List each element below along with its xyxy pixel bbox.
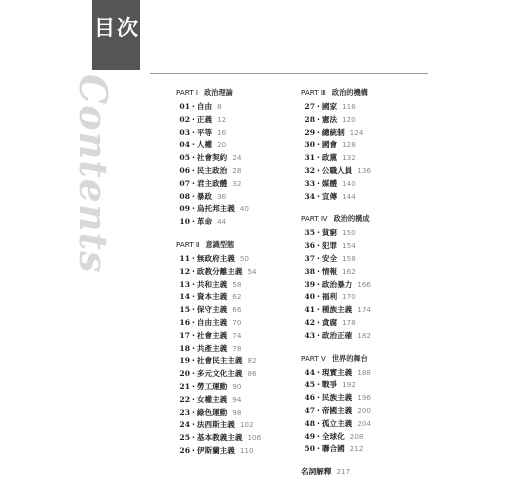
entry-page: 40: [239, 204, 250, 214]
entry-number: 44: [304, 367, 315, 377]
entry-number: 38: [304, 266, 315, 276]
toc-entry[interactable]: [301, 152, 451, 165]
entry-title: 資本主義: [196, 292, 228, 302]
entry-title: 共和主義: [196, 279, 228, 289]
entry-separator: ·: [192, 178, 195, 188]
entry-number: 37: [304, 253, 315, 263]
entry-separator: ·: [192, 343, 195, 353]
entry-separator: ·: [192, 279, 195, 289]
entry-number: 16: [179, 317, 190, 327]
entry-title: 情報: [321, 266, 338, 276]
entry-title: 現實主義: [321, 367, 353, 377]
toc-entry[interactable]: [301, 443, 451, 456]
entry-title: 犯罪: [321, 241, 338, 251]
part-heading: [301, 212, 451, 226]
entry-title: 民主政治: [196, 165, 228, 175]
entry-title: 暴政: [196, 191, 213, 201]
entry-page: 150: [342, 228, 356, 238]
entry-separator: ·: [192, 381, 195, 391]
toc-right-column: [301, 86, 451, 477]
toc-entry[interactable]: [301, 405, 451, 418]
entry-separator: ·: [317, 127, 320, 137]
toc-entry[interactable]: [301, 304, 451, 317]
entry-separator: ·: [317, 405, 320, 415]
entry-separator: ·: [317, 253, 320, 263]
entry-page: 66: [232, 305, 242, 315]
entry-page: 196: [357, 393, 371, 403]
entry-separator: ·: [317, 279, 320, 289]
entry-page: 110: [239, 445, 254, 455]
entry-page: 78: [232, 343, 242, 353]
entry-separator: ·: [317, 228, 320, 238]
entry-title: 宣傳: [321, 191, 338, 201]
entry-title: 民族主義: [321, 393, 353, 403]
entry-number: 24: [179, 420, 190, 430]
entry-title: 國家: [321, 102, 338, 111]
entry-number: 18: [179, 343, 190, 353]
part-label: PART Ⅳ: [301, 214, 328, 224]
contents-watermark: Contents: [71, 74, 116, 274]
part-label: PART Ⅰ: [176, 88, 199, 97]
entry-title: 國會: [321, 140, 338, 150]
entry-title: 政治正確: [321, 330, 353, 340]
entry-separator: ·: [317, 165, 320, 175]
entry-title: 憲法: [321, 114, 338, 124]
entry-number: 07: [179, 178, 190, 188]
entry-separator: ·: [317, 114, 320, 124]
entry-title: 綠色運動: [196, 407, 228, 417]
entry-title: 多元文化主義: [196, 369, 243, 379]
entry-number: 30: [304, 140, 315, 150]
entry-number: 48: [304, 418, 315, 428]
entry-page: 208: [349, 431, 364, 441]
entry-title: 公職人員: [321, 165, 353, 175]
entry-page: 8: [217, 102, 222, 111]
entry-separator: ·: [317, 330, 320, 340]
entry-number: 05: [179, 153, 190, 163]
entry-separator: ·: [317, 367, 320, 377]
entry-page: 144: [342, 191, 356, 201]
entry-separator: ·: [317, 444, 320, 454]
entry-separator: ·: [317, 380, 320, 390]
entry-page: 98: [232, 407, 242, 417]
part-label: PART Ⅴ: [301, 353, 326, 363]
entry-title: 自由: [196, 102, 213, 111]
entry-separator: ·: [192, 356, 195, 366]
part-title: 世界的舞台: [331, 353, 368, 363]
section-gap: [301, 203, 451, 212]
entry-separator: ·: [192, 153, 195, 163]
entry-separator: ·: [317, 266, 320, 276]
entry-number: 46: [304, 393, 315, 403]
entry-separator: ·: [317, 153, 320, 163]
entry-number: 25: [179, 433, 190, 443]
entry-separator: ·: [192, 253, 195, 263]
glossary-title: 名詞解釋: [301, 467, 332, 477]
entry-title: 基本教義主義: [196, 433, 243, 443]
entry-page: 90: [232, 381, 242, 391]
toc-entry[interactable]: [301, 165, 451, 178]
entry-number: 40: [304, 292, 315, 302]
entry-title: 勞工運動: [196, 381, 228, 391]
entry-separator: ·: [192, 445, 195, 455]
entry-number: 01: [179, 102, 190, 111]
entry-title: 平等: [196, 127, 213, 137]
entry-page: 174: [357, 305, 371, 315]
entry-number: 15: [179, 305, 190, 315]
entry-number: 22: [179, 394, 190, 404]
entry-title: 福利: [321, 292, 338, 302]
entry-page: 170: [342, 292, 356, 302]
header-rule: [150, 73, 428, 74]
toc-entry[interactable]: [301, 330, 451, 343]
toc-entry[interactable]: [301, 418, 451, 431]
entry-number: 28: [304, 114, 315, 124]
entry-separator: ·: [317, 431, 320, 441]
entry-separator: ·: [317, 393, 320, 403]
entry-number: 45: [304, 380, 315, 390]
entry-page: 154: [342, 241, 356, 251]
entry-page: 128: [342, 140, 356, 150]
entry-title: 保守主義: [196, 305, 228, 315]
entry-page: 178: [342, 317, 356, 327]
entry-number: 03: [179, 127, 190, 137]
entry-page: 182: [357, 330, 371, 340]
toc-entry[interactable]: [301, 317, 451, 330]
entry-page: 120: [342, 114, 356, 124]
toc-entry[interactable]: [301, 178, 451, 191]
entry-page: 94: [232, 394, 242, 404]
entry-page: 62: [232, 292, 242, 302]
entry-title: 人權: [196, 140, 213, 150]
toc-entry[interactable]: [301, 127, 451, 140]
part-title: 政治的構成: [333, 214, 370, 224]
entry-page: 36: [217, 191, 227, 201]
entry-number: 12: [179, 266, 190, 276]
entry-number: 23: [179, 407, 190, 417]
part-heading: [301, 352, 451, 366]
entry-title: 社會契約: [196, 153, 228, 163]
entry-number: 02: [179, 114, 190, 124]
entry-title: 政黨: [321, 153, 338, 163]
toc-entry[interactable]: [301, 291, 451, 304]
entry-separator: ·: [192, 292, 195, 302]
entry-page: 54: [247, 266, 257, 276]
entry-number: 43: [304, 330, 315, 340]
entry-title: 烏托邦主義: [196, 204, 235, 214]
entry-title: 社會主義: [196, 330, 228, 340]
toc-entry[interactable]: [301, 392, 451, 405]
entry-separator: ·: [192, 407, 195, 417]
toc-entry[interactable]: [301, 114, 451, 127]
entry-number: 47: [304, 405, 315, 415]
entry-page: 192: [342, 380, 356, 390]
entry-page: 102: [239, 420, 254, 430]
entry-title: 安全: [321, 253, 338, 263]
entry-number: 50: [304, 444, 315, 454]
entry-page: 86: [247, 369, 257, 379]
entry-page: 70: [232, 317, 242, 327]
entry-title: 政治暴力: [321, 279, 353, 289]
entry-number: 10: [179, 217, 190, 227]
entry-separator: ·: [192, 127, 195, 137]
entry-page: 58: [232, 279, 242, 289]
entry-number: 36: [304, 241, 315, 251]
entry-separator: ·: [192, 191, 195, 201]
entry-number: 08: [179, 191, 190, 201]
entry-title: 貧窮: [321, 228, 338, 238]
entry-title: 帝國主義: [321, 405, 353, 415]
toc-entry[interactable]: [301, 227, 451, 240]
toc-entry[interactable]: [301, 139, 451, 152]
entry-separator: ·: [317, 317, 320, 327]
entry-title: 戰爭: [321, 380, 338, 390]
entry-number: 20: [179, 369, 190, 379]
entry-separator: ·: [317, 178, 320, 188]
entry-number: 11: [179, 253, 190, 263]
entry-page: 20: [217, 140, 227, 150]
entry-title: 革命: [196, 217, 213, 227]
entry-number: 13: [179, 279, 190, 289]
part-title: 意識型態: [205, 239, 235, 249]
entry-number: 29: [304, 127, 315, 137]
part-label: PART Ⅲ: [301, 88, 326, 97]
entry-title: 全球化: [321, 431, 345, 441]
entry-title: 總統制: [321, 127, 345, 137]
entry-number: 04: [179, 140, 190, 150]
entry-separator: ·: [317, 305, 320, 315]
entry-title: 媒體: [321, 178, 338, 188]
section-gap: [301, 343, 451, 352]
entry-number: 17: [179, 330, 190, 340]
entry-page: 212: [349, 444, 364, 454]
entry-page: 74: [232, 330, 242, 340]
entry-separator: ·: [192, 305, 195, 315]
toc-entry[interactable]: [301, 279, 451, 292]
entry-separator: ·: [192, 102, 195, 111]
entry-title: 法西斯主義: [196, 420, 235, 430]
part-title: 政治的機構: [331, 88, 368, 97]
entry-title: 孤立主義: [321, 418, 353, 428]
entry-separator: ·: [192, 433, 195, 443]
entry-number: 06: [179, 165, 190, 175]
entry-page: 124: [349, 127, 364, 137]
entry-separator: ·: [192, 165, 195, 175]
entry-page: 44: [217, 217, 227, 227]
entry-number: 39: [304, 279, 315, 289]
entry-title: 女權主義: [196, 394, 228, 404]
entry-page: 16: [217, 127, 227, 137]
entry-page: 132: [342, 153, 356, 163]
entry-separator: ·: [192, 420, 195, 430]
glossary-page: 217: [336, 467, 351, 477]
entry-title: 正義: [196, 114, 213, 124]
entry-title: 種族主義: [321, 305, 353, 315]
entry-page: 200: [357, 405, 371, 415]
toc-entry[interactable]: [301, 431, 451, 444]
entry-separator: ·: [192, 369, 195, 379]
entry-separator: ·: [317, 191, 320, 201]
entry-number: 19: [179, 356, 190, 366]
entry-number: 09: [179, 204, 190, 214]
entry-title: 自由主義: [196, 317, 228, 327]
entry-page: 82: [247, 356, 257, 366]
toc-entry[interactable]: [301, 101, 451, 114]
toc-entry[interactable]: [301, 266, 451, 279]
entry-page: 28: [232, 165, 242, 175]
entry-number: 21: [179, 381, 190, 391]
entry-page: 166: [357, 279, 371, 289]
toc-entry[interactable]: [301, 367, 451, 380]
entry-page: 116: [342, 102, 356, 111]
entry-title: 伊斯蘭主義: [196, 445, 235, 455]
entry-separator: ·: [317, 418, 320, 428]
part-heading: [301, 86, 451, 100]
entry-title: 無政府主義: [196, 253, 235, 263]
entry-page: 162: [342, 266, 356, 276]
entry-separator: ·: [192, 394, 195, 404]
entry-number: 42: [304, 317, 315, 327]
entry-number: 32: [304, 165, 315, 175]
entry-page: 32: [232, 178, 242, 188]
entry-number: 14: [179, 292, 190, 302]
entry-page: 106: [247, 433, 262, 443]
entry-page: 12: [217, 114, 227, 124]
entry-title: 君主政體: [196, 178, 228, 188]
glossary-entry[interactable]: [301, 466, 451, 477]
entry-page: 50: [239, 253, 250, 263]
entry-title: 貪腐: [321, 317, 338, 327]
entry-separator: ·: [317, 102, 320, 111]
entry-number: 33: [304, 178, 315, 188]
entry-separator: ·: [192, 266, 195, 276]
part-label: PART Ⅱ: [176, 239, 200, 249]
entry-separator: ·: [317, 292, 320, 302]
entry-number: 41: [304, 305, 315, 315]
entry-title: 共產主義: [196, 343, 228, 353]
entry-number: 35: [304, 228, 315, 238]
entry-page: 158: [342, 253, 356, 263]
entry-title: 聯合國: [321, 444, 345, 454]
entry-separator: ·: [192, 204, 195, 214]
entry-page: 188: [357, 367, 371, 377]
entry-title: 政教分離主義: [196, 266, 243, 276]
entry-page: 204: [357, 418, 371, 428]
entry-separator: ·: [192, 114, 195, 124]
entry-title: 社會民主主義: [196, 356, 243, 366]
entry-separator: ·: [317, 140, 320, 150]
toc-entry[interactable]: [301, 379, 451, 392]
part-title: 政治理論: [204, 88, 233, 97]
entry-separator: ·: [192, 140, 195, 150]
entry-page: 136: [357, 165, 371, 175]
toc-entry[interactable]: [301, 191, 451, 204]
toc-entry[interactable]: [301, 240, 451, 253]
entry-number: 26: [179, 445, 190, 455]
entry-page: 24: [232, 153, 242, 163]
entry-number: 27: [304, 102, 315, 111]
entry-number: 49: [304, 431, 315, 441]
entry-number: 34: [304, 191, 315, 201]
page-title: 目次: [94, 15, 140, 40]
entry-page: 140: [342, 178, 356, 188]
entry-separator: ·: [192, 217, 195, 227]
toc-entry[interactable]: [301, 253, 451, 266]
entry-separator: ·: [192, 330, 195, 340]
entry-separator: ·: [317, 241, 320, 251]
entry-number: 31: [304, 153, 315, 163]
entry-separator: ·: [192, 317, 195, 327]
